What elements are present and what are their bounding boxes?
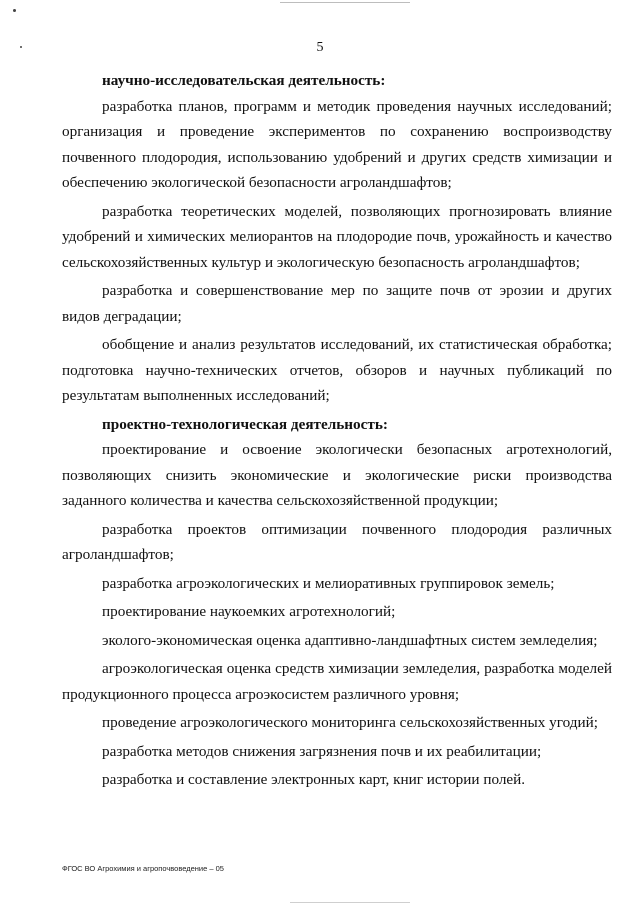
scan-speck [13,9,16,12]
scan-edge-line-top [280,2,410,3]
paragraph: проведение агроэкологического мониторинга сельскохозяйственных угодий; [102,714,598,731]
paragraph: обобщение и анализ результатов исследований, их статистическая обработка; подготовка научно-технических отчетов, обзоров и научных публикаций по результатам выполненных исследований; [62,336,612,404]
section-heading-design-technology: проектно-технологическая деятельность: [102,415,388,433]
paragraph: эколого-экономическая оценка адаптивно-ландшафтных систем земледелия; [102,631,598,649]
section-heading-research: научно-исследовательская деятельность: [102,72,386,89]
paragraph: разработка планов, программ и методик проведения научных исследований; организация и проведение экспериментов по сохранению воспроизводству почвенного плодородия, использованию удобрений и других средств химизации и обеспечению экологической безопасности агроландшафтов; [62,97,612,191]
page-number: 5 [316,40,324,55]
paragraph: проектирование и освоение экологически безопасных агротехнологий, позволяющих снизить экономические и экологические риски производства заданного количества и качества сельскохозяйственной продукции; [62,441,612,509]
paragraph: разработка и совершенствование мер по защите почв от эрозии и других видов деградации; [62,282,612,325]
page-footer: ФГОС ВО Агрохимия и агропочвоведение – 05 [62,864,224,873]
scan-edge-line-bottom [290,902,410,903]
paragraph: разработка методов снижения загрязнения почв и их реабилитации; [102,742,542,760]
paragraph: проектирование наукоемких агротехнологий; [102,603,396,620]
paragraph: разработка и составление электронных карт, книг истории полей. [102,771,526,788]
document-body [62,68,612,793]
paragraph: агроэкологическая оценка средств химизации земледелия, разработка моделей продукционного процесса агроэкосистем различного уровня; [62,660,612,703]
paragraph: разработка теоретических моделей, позволяющих прогнозировать влияние удобрений и химических мелиорантов на плодородие почв, урожайность и качество сельскохозяйственных культур и экологическую безопасность агроландшафтов; [62,202,612,271]
paragraph: разработка проектов оптимизации почвенного плодородия различных агроландшафтов; [62,520,612,563]
paragraph: разработка агроэкологических и мелиоративных группировок земель; [102,574,555,592]
